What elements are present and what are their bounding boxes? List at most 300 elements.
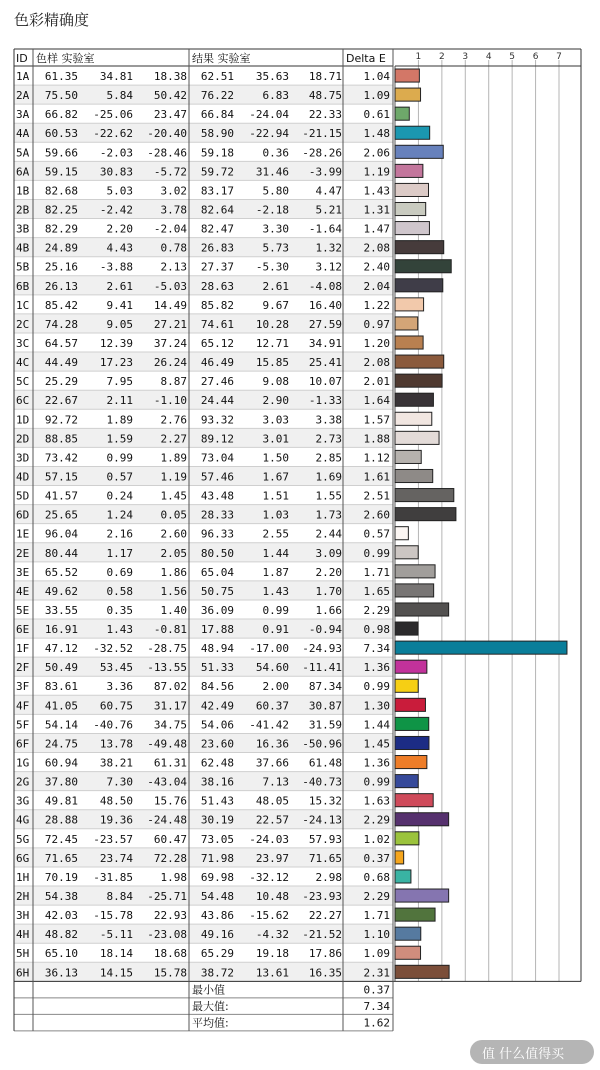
cell-delta: 0.37 (363, 851, 390, 865)
summary-value: 1.62 (363, 1016, 390, 1030)
cell-sample: 61.35 (44, 70, 78, 83)
cell-result: 27.59 (308, 317, 342, 331)
cell-result: 17.88 (200, 623, 234, 637)
summary-label: 平均值: (192, 1016, 229, 1030)
cell-result: -32.12 (249, 870, 289, 884)
cell-result: 69.98 (200, 870, 234, 884)
cell-result: 38.16 (200, 775, 234, 789)
cell-result: -24.04 (249, 108, 289, 122)
cell-sample: 80.44 (44, 546, 78, 560)
cell-result: 57.93 (308, 832, 342, 846)
x-tick-label: 1 (415, 52, 422, 62)
cell-id: 1F (16, 642, 30, 656)
bar-series (395, 69, 567, 978)
cell-id: 2C (16, 317, 30, 331)
cell-delta: 2.40 (363, 260, 390, 274)
cell-result: 48.94 (200, 642, 234, 656)
cell-result: -24.03 (249, 832, 289, 846)
cell-sample: 22.67 (44, 394, 78, 408)
cell-result: 27.46 (200, 375, 234, 389)
cell-sample: 0.69 (106, 565, 133, 579)
bar (395, 889, 449, 902)
cell-sample: 13.78 (99, 737, 133, 751)
cell-result: 15.85 (255, 356, 289, 370)
cell-id: 6H (16, 966, 30, 980)
cell-id: 3D (16, 451, 30, 465)
cell-id: 5C (16, 375, 30, 389)
cell-sample: 14.15 (99, 966, 133, 980)
cell-delta: 1.19 (363, 165, 390, 179)
cell-result: 2.90 (262, 394, 289, 408)
cell-result: 82.47 (200, 222, 234, 236)
cell-sample: 54.38 (44, 890, 78, 904)
cell-result: 3.38 (315, 413, 342, 427)
cell-result: 65.04 (200, 565, 234, 579)
summary-value: 7.34 (363, 999, 390, 1013)
cell-sample: 1.43 (106, 623, 133, 637)
bar (395, 450, 421, 463)
cell-sample: 1.98 (160, 870, 187, 884)
cell-result: 16.36 (255, 737, 289, 751)
cell-id: 4E (16, 584, 30, 598)
cell-sample: -43.04 (147, 775, 187, 789)
cell-sample: 14.49 (153, 298, 187, 312)
cell-id: 5D (16, 489, 30, 503)
cell-sample: 1.17 (106, 546, 133, 560)
bar (395, 603, 449, 616)
cell-sample: -2.04 (153, 222, 187, 236)
cell-id: 1C (16, 298, 30, 312)
cell-sample: 64.57 (44, 336, 78, 350)
cell-result: 13.61 (255, 966, 289, 980)
cell-delta: 2.08 (363, 241, 390, 255)
cell-result: 5.80 (262, 184, 289, 198)
cell-sample: 1.86 (160, 565, 187, 579)
bar (395, 469, 433, 482)
cell-sample: 1.59 (106, 432, 133, 446)
cell-id: 1A (16, 70, 30, 83)
cell-sample: 92.72 (44, 413, 78, 427)
cell-result: -24.93 (302, 642, 342, 656)
cell-result: 24.44 (200, 394, 234, 408)
cell-delta: 1.71 (363, 909, 390, 923)
bar (395, 832, 419, 845)
cell-sample: 2.27 (160, 432, 187, 446)
cell-result: -28.26 (302, 146, 342, 160)
cell-delta: 1.43 (363, 184, 390, 198)
cell-result: 59.72 (200, 165, 234, 179)
cell-id: 2H (16, 890, 30, 904)
bar (395, 126, 430, 139)
cell-sample: 72.28 (153, 851, 187, 865)
cell-sample: 33.55 (44, 603, 78, 617)
cell-delta: 1.09 (363, 89, 390, 103)
cell-result: 1.73 (315, 508, 342, 522)
cell-result: 19.18 (255, 947, 289, 961)
cell-result: 74.61 (200, 317, 234, 331)
bar (395, 641, 567, 654)
cell-result: 30.87 (308, 699, 342, 713)
cell-id: 6A (16, 165, 30, 179)
cell-result: 2.73 (315, 432, 342, 446)
cell-delta: 1.65 (363, 584, 390, 598)
bar (395, 813, 449, 826)
bar (395, 164, 423, 177)
cell-id: 6C (16, 394, 30, 408)
cell-sample: 0.05 (160, 508, 187, 522)
cell-id: 1B (16, 184, 30, 198)
bar (395, 775, 418, 788)
cell-sample: 18.14 (99, 947, 133, 961)
cell-delta: 2.06 (363, 146, 390, 160)
cell-sample: 2.05 (160, 546, 187, 560)
cell-result: -23.93 (302, 890, 342, 904)
cell-sample: 24.89 (44, 241, 78, 255)
cell-result: 2.98 (315, 870, 342, 884)
cell-delta: 1.09 (363, 947, 390, 961)
cell-sample: -20.40 (147, 127, 187, 141)
cell-result: 73.04 (200, 451, 234, 465)
cell-sample: 60.47 (153, 832, 187, 846)
cell-sample: -2.42 (99, 203, 133, 217)
cell-sample: 19.36 (99, 813, 133, 827)
bar (395, 527, 408, 540)
cell-result: -21.15 (302, 127, 342, 141)
cell-result: -24.13 (302, 813, 342, 827)
cell-sample: 50.42 (153, 89, 187, 103)
cell-result: 2.55 (262, 527, 289, 541)
cell-sample: 53.45 (99, 661, 133, 675)
bar (395, 336, 423, 349)
data-table (14, 51, 393, 1029)
cell-result: 1.43 (262, 584, 289, 598)
cell-sample: -5.03 (153, 279, 187, 293)
cell-sample: 59.15 (44, 165, 78, 179)
cell-sample: 83.61 (44, 680, 78, 694)
cell-result: 35.63 (255, 70, 289, 83)
cell-result: -40.73 (302, 775, 342, 789)
cell-sample: 85.42 (44, 298, 78, 312)
cell-result: -11.41 (302, 661, 342, 675)
summary-label: 最小值 (192, 983, 225, 997)
cell-sample: 0.78 (160, 241, 187, 255)
cell-id: 3H (16, 909, 30, 923)
header-id: ID (16, 52, 28, 65)
bar (395, 241, 444, 254)
cell-sample: 37.24 (153, 336, 187, 350)
cell-sample: 71.65 (44, 851, 78, 865)
cell-id: 3E (16, 565, 30, 579)
bar (395, 374, 442, 387)
cell-result: 5.73 (262, 241, 289, 255)
cell-delta: 1.88 (363, 432, 390, 446)
bar (395, 508, 456, 521)
bar (395, 908, 435, 921)
cell-delta: 2.29 (363, 603, 390, 617)
cell-delta: 1.48 (363, 127, 390, 141)
cell-sample: 18.68 (153, 947, 187, 961)
cell-id: 5E (16, 603, 30, 617)
cell-result: -15.62 (249, 909, 289, 923)
cell-id: 2E (16, 546, 30, 560)
bar (395, 679, 418, 692)
cell-sample: 2.60 (160, 527, 187, 541)
cell-delta: 1.02 (363, 832, 390, 846)
cell-id: 5G (16, 832, 30, 846)
cell-result: 48.05 (255, 794, 289, 808)
cell-delta: 2.51 (363, 489, 390, 503)
cell-sample: 44.49 (44, 356, 78, 370)
cell-sample: 2.11 (106, 394, 133, 408)
cell-result: 3.09 (315, 546, 342, 560)
cell-sample: 2.61 (106, 279, 133, 293)
cell-result: 18.71 (308, 70, 342, 83)
cell-sample: 3.02 (160, 184, 187, 198)
cell-sample: 0.58 (106, 584, 133, 598)
cell-sample: 60.53 (44, 127, 78, 141)
cell-sample: 17.23 (99, 356, 133, 370)
bar (395, 489, 454, 502)
bar (395, 317, 418, 330)
cell-sample: 36.13 (44, 966, 78, 980)
bar (395, 870, 411, 883)
cell-result: 43.86 (200, 909, 234, 923)
cell-sample: 47.12 (44, 642, 78, 656)
cell-sample: -5.11 (99, 928, 133, 942)
cell-id: 5H (16, 947, 30, 961)
cell-sample: 48.50 (99, 794, 133, 808)
cell-delta: 2.04 (363, 279, 390, 293)
page-title: 色彩精确度 (14, 11, 90, 29)
cell-id: 2D (16, 432, 30, 446)
cell-sample: 65.52 (44, 565, 78, 579)
cell-delta: 1.30 (363, 699, 390, 713)
cell-sample: 23.74 (99, 851, 133, 865)
cell-result: 60.37 (255, 699, 289, 713)
cell-id: 3F (16, 680, 30, 694)
cell-sample: 34.81 (99, 70, 133, 83)
x-tick-label: 6 (532, 52, 539, 62)
cell-result: 1.67 (262, 470, 289, 484)
cell-result: 2.44 (315, 527, 342, 541)
cell-delta: 1.47 (363, 222, 390, 236)
cell-delta: 7.34 (363, 642, 390, 656)
cell-id: 4B (16, 241, 30, 255)
cell-id: 4D (16, 470, 30, 484)
cell-result: 23.60 (200, 737, 234, 751)
cell-delta: 0.97 (363, 317, 390, 331)
cell-result: 71.65 (308, 851, 342, 865)
cell-sample: 2.16 (106, 527, 133, 541)
cell-sample: 88.85 (44, 432, 78, 446)
cell-result: 58.90 (200, 127, 234, 141)
cell-sample: 66.82 (44, 108, 78, 122)
cell-sample: -28.75 (147, 642, 187, 656)
cell-id: 3G (16, 794, 30, 808)
cell-sample: 2.20 (106, 222, 133, 236)
bar (395, 946, 421, 959)
cell-sample: 38.21 (99, 756, 133, 770)
cell-result: 22.27 (308, 909, 342, 923)
cell-result: 83.17 (200, 184, 234, 198)
cell-sample: 1.89 (106, 413, 133, 427)
cell-sample: -3.88 (99, 260, 133, 274)
cell-result: 0.99 (262, 603, 289, 617)
cell-delta: 2.60 (363, 508, 390, 522)
cell-result: 57.46 (200, 470, 234, 484)
cell-sample: 25.29 (44, 375, 78, 389)
cell-sample: -5.72 (153, 165, 187, 179)
cell-sample: 9.05 (106, 317, 133, 331)
cell-result: 1.87 (262, 565, 289, 579)
cell-sample: 23.47 (153, 108, 187, 122)
cell-sample: 28.88 (44, 813, 78, 827)
cell-sample: 24.75 (44, 737, 78, 751)
cell-sample: 1.19 (160, 470, 187, 484)
cell-sample: 75.50 (44, 89, 78, 103)
cell-delta: 0.61 (363, 108, 390, 122)
bar (395, 69, 419, 82)
cell-result: 1.66 (315, 603, 342, 617)
bar (395, 222, 429, 235)
cell-result: 10.48 (255, 890, 289, 904)
cell-result: 5.21 (315, 203, 342, 217)
cell-result: 80.50 (200, 546, 234, 560)
cell-sample: 0.57 (106, 470, 133, 484)
cell-result: -21.52 (302, 928, 342, 942)
cell-sample: 0.35 (106, 603, 133, 617)
cell-result: -2.18 (255, 203, 289, 217)
cell-result: 85.82 (200, 298, 234, 312)
cell-result: 71.98 (200, 851, 234, 865)
cell-result: -17.00 (249, 642, 289, 656)
cell-result: -5.30 (255, 260, 289, 274)
cell-delta: 1.64 (363, 394, 390, 408)
cell-delta: 2.29 (363, 890, 390, 904)
cell-sample: 1.45 (160, 489, 187, 503)
cell-result: 7.13 (262, 775, 289, 789)
cell-result: 37.66 (255, 756, 289, 770)
cell-sample: 54.14 (44, 718, 78, 732)
cell-id: 1E (16, 527, 30, 541)
cell-sample: -2.03 (99, 146, 133, 160)
bar (395, 851, 404, 864)
cell-delta: 0.99 (363, 546, 390, 560)
cell-delta: 0.99 (363, 775, 390, 789)
cell-sample: 3.78 (160, 203, 187, 217)
x-tick-label: 5 (509, 52, 516, 62)
cell-sample: 15.78 (153, 966, 187, 980)
cell-sample: -22.62 (93, 127, 133, 141)
x-tick-label: 2 (438, 52, 445, 62)
bar (395, 717, 429, 730)
cell-sample: 82.25 (44, 203, 78, 217)
cell-sample: 1.40 (160, 603, 187, 617)
cell-delta: 1.44 (363, 718, 390, 732)
cell-result: 10.07 (308, 375, 342, 389)
cell-sample: 18.38 (153, 70, 187, 83)
cell-id: 6D (16, 508, 30, 522)
cell-result: 76.22 (200, 89, 234, 103)
cell-result: 10.28 (255, 317, 289, 331)
bar (395, 355, 444, 368)
cell-sample: -23.57 (93, 832, 133, 846)
cell-result: 65.12 (200, 336, 234, 350)
cell-result: 82.64 (200, 203, 234, 217)
cell-result: 28.63 (200, 279, 234, 293)
bar (395, 584, 434, 597)
cell-sample: 9.41 (106, 298, 133, 312)
cell-result: 66.84 (200, 108, 234, 122)
cell-sample: 60.75 (99, 699, 133, 713)
cell-delta: 1.20 (363, 336, 390, 350)
cell-result: 50.75 (200, 584, 234, 598)
cell-result: 62.48 (200, 756, 234, 770)
cell-sample: 7.30 (106, 775, 133, 789)
cell-result: 3.01 (262, 432, 289, 446)
summary-value: 0.37 (363, 983, 390, 997)
cell-sample: 70.19 (44, 870, 78, 884)
cell-sample: 26.24 (153, 356, 187, 370)
cell-delta: 2.31 (363, 966, 390, 980)
header-sample: 色样 实验室 (36, 52, 95, 65)
cell-id: 3C (16, 336, 30, 350)
bar (395, 546, 418, 559)
cell-result: 3.03 (262, 413, 289, 427)
cell-sample: 8.87 (160, 375, 187, 389)
cell-result: 1.69 (315, 470, 342, 484)
cell-result: 4.47 (315, 184, 342, 198)
cell-delta: 2.08 (363, 356, 390, 370)
cell-delta: 1.57 (363, 413, 390, 427)
cell-result: 1.50 (262, 451, 289, 465)
cell-sample: 1.56 (160, 584, 187, 598)
cell-id: 2A (16, 89, 30, 103)
cell-result: 15.32 (308, 794, 342, 808)
cell-sample: 7.95 (106, 375, 133, 389)
cell-sample: 65.10 (44, 947, 78, 961)
cell-result: 1.03 (262, 508, 289, 522)
cell-result: 73.05 (200, 832, 234, 846)
cell-result: 2.20 (315, 565, 342, 579)
cell-sample: 5.03 (106, 184, 133, 198)
cell-result: 54.06 (200, 718, 234, 732)
cell-result: 1.55 (315, 489, 342, 503)
cell-sample: 82.68 (44, 184, 78, 198)
bar (395, 660, 427, 673)
cell-sample: -40.76 (93, 718, 133, 732)
cell-result: 9.67 (262, 298, 289, 312)
summary-label: 最大值: (192, 999, 229, 1013)
watermark-logo: 值 什么值得买 (482, 1047, 565, 1062)
cell-id: 3B (16, 222, 30, 236)
cell-result: 26.83 (200, 241, 234, 255)
cell-delta: 0.68 (363, 870, 390, 884)
cell-result: 49.16 (200, 928, 234, 942)
header-delta: Delta E (346, 52, 386, 65)
cell-sample: 16.91 (44, 623, 78, 637)
cell-result: 16.35 (308, 966, 342, 980)
bar (395, 279, 443, 292)
cell-sample: 74.28 (44, 317, 78, 331)
bar (395, 393, 433, 406)
cell-delta: 1.63 (363, 794, 390, 808)
cell-sample: 22.93 (153, 909, 187, 923)
cell-delta: 1.61 (363, 470, 390, 484)
cell-result: 42.49 (200, 699, 234, 713)
cell-sample: 49.81 (44, 794, 78, 808)
bar (395, 698, 425, 711)
